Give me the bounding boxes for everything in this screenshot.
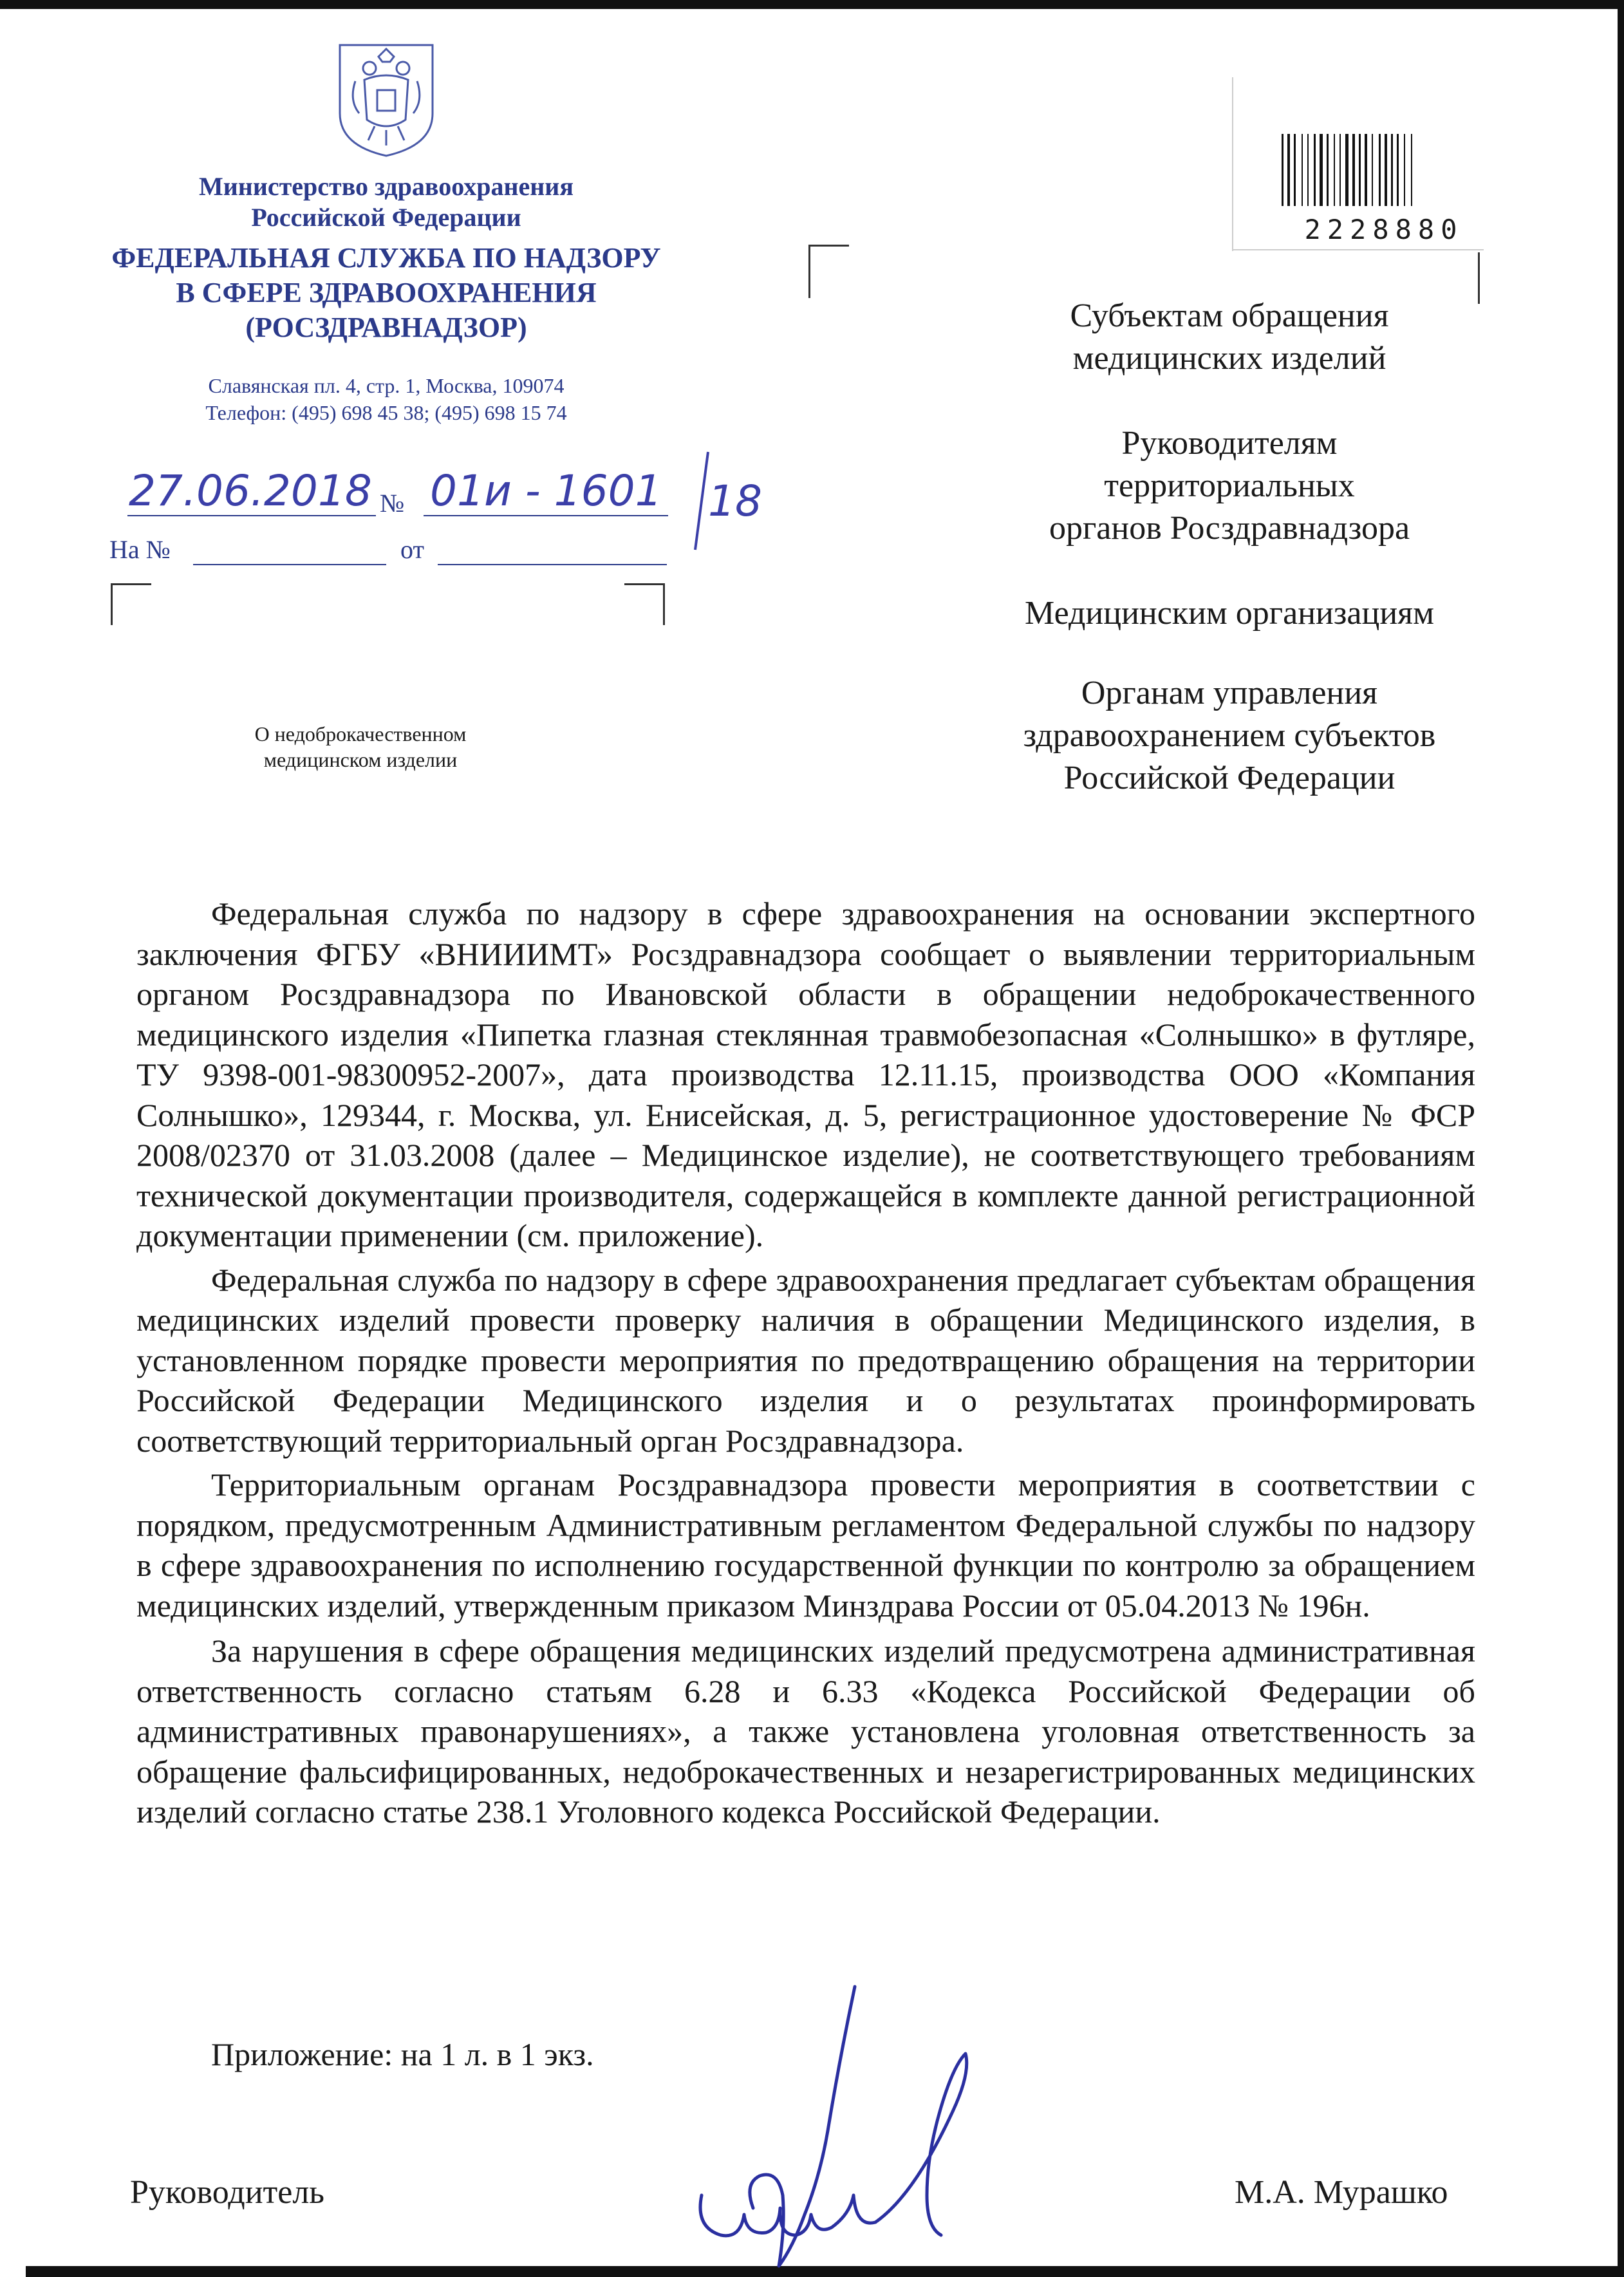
- barcode-bar: [1391, 134, 1393, 206]
- barcode-bar: [1339, 134, 1341, 206]
- from-label: от: [400, 535, 424, 564]
- barcode-bar: [1287, 134, 1290, 206]
- barcode-bar: [1397, 134, 1399, 206]
- letterhead: [97, 171, 676, 345]
- addressee-group: Субъектам обращения медицинских изделий: [1070, 297, 1389, 377]
- signature: [682, 1983, 978, 2272]
- barcode-bar: [1345, 134, 1349, 206]
- letterhead-address: Славянская пл. 4, стр. 1, Москва, 109074 Телефон: (495) 698 45 38; (495) 698 15 74: [205, 374, 567, 424]
- barcode-bar: [1282, 134, 1283, 206]
- barcode-number: 2228880: [1304, 214, 1464, 245]
- body-paragraph-2: Федеральная служба по надзору в сфере здравоохранения предлагает субъектам обращения медицинских изделий провести проверку наличия в обращении Медицинского изделия, в установленном порядке провести мероприятия по предотвращению обращения на территории Российской Федерации Медицинского изделия и о результатах проинформировать соответствующий территориальный орган Росздравнадзора.: [136, 1261, 1475, 1459]
- barcode-bar: [1294, 134, 1296, 206]
- letter-body: [136, 894, 1475, 1832]
- letter-subject: О недоброкачественном медицинском изделии: [254, 722, 467, 771]
- coat-of-arms-icon: [336, 42, 436, 158]
- ministry-name: Министерство здравоохранения Российской Федерации: [199, 172, 574, 232]
- scan-edge-top: [0, 0, 1624, 9]
- handwritten-number-suffix: 18: [708, 476, 762, 526]
- addressee-list: [888, 295, 1571, 842]
- barcode-bar: [1411, 134, 1412, 206]
- date-underline: [127, 515, 376, 516]
- service-name: ФЕДЕРАЛЬНАЯ СЛУЖБА ПО НАДЗОРУ В СФЕРЕ ЗДРАВООХРАНЕНИЯ (РОСЗДРАВНАДЗОР): [111, 242, 661, 343]
- reply-to-label: На №: [109, 535, 171, 564]
- addressee-group: Органам управления здравоохранением субъектов Российской Федерации: [1023, 675, 1436, 796]
- barcode-bar: [1302, 134, 1303, 206]
- barcode-bar: [1334, 134, 1335, 206]
- body-paragraph-3: Территориальным органам Росздравнадзора провести мероприятия в соответствии с порядком, предусмотренным Административным регламентом Федеральной службы по надзору в сфере здравоохранения по исполнению государственной функции по контролю за обращением медицинских изделий, утвержденным приказом Минздрава России от 05.04.2013 № 196н.: [136, 1466, 1475, 1624]
- attachment-note: Приложение: на 1 л. в 1 экз.: [211, 2036, 594, 2072]
- barcode-bar: [1327, 134, 1329, 206]
- barcode-bar: [1320, 134, 1323, 206]
- signer-position: Руководитель: [130, 2174, 324, 2211]
- from-line: [438, 564, 667, 565]
- number-sign: №: [380, 489, 405, 518]
- barcode-bar: [1404, 134, 1405, 206]
- corner-mark-top: [808, 245, 849, 298]
- signer-name: М.А. Мурашко: [1235, 2174, 1448, 2211]
- barcode-bar: [1352, 134, 1355, 206]
- barcode-bar: [1365, 134, 1367, 206]
- scan-edge-right: [1618, 0, 1624, 2277]
- corner-mark-subject-right: [624, 583, 665, 625]
- number-underline: [424, 515, 668, 516]
- handwritten-date: 27.06.2018: [129, 466, 372, 516]
- handwritten-number: 01и - 1601: [430, 466, 662, 516]
- barcode-bar: [1372, 134, 1373, 206]
- barcode-bar: [1307, 134, 1309, 206]
- barcode-bar: [1314, 134, 1316, 206]
- barcode-bar: [1359, 134, 1361, 206]
- body-paragraph-4: За нарушения в сфере обращения медицинских изделий предусмотрена административная ответственность согласно статьям 6.28 и 6.33 «Кодекса Российской Федерации об административных правонарушениях», а также установлена уголовная ответственность за обращение фальсифицированных, недоброкачественных и незарегистрированных медицинских изделий согласно статье 238.1 Уголовного кодекса Российской Федерации.: [136, 1633, 1475, 1830]
- body-paragraph-1: Федеральная служба по надзору в сфере здравоохранения на основании экспертного заключения ФГБУ «ВНИИИМТ» Росздравнадзора сообщает о выявлении территориальным органом Росздравнадзора по Ивановской области в обращении недоброкачественного медицинского изделия «Пипетка глазная стеклянная травмобезопасная «Солнышко» в футляре, ТУ 9398-001-98300952-2007», дата производства 12.11.15, производства ООО «Компания Солнышко», 129344, г. Москва, ул. Енисейская, д. 5, регистрационное удостоверение № ФСР 2008/02370 от 31.03.2008 (далее – Медицинское изделие), не соответствующего требованиям технической документации производителя, содержащейся в комплекте данной регистрационной документации применении (см. приложение).: [136, 895, 1475, 1253]
- barcode-bar: [1379, 134, 1381, 206]
- addressee-group: Руководителям территориальных органов Росздравнадзора: [1049, 425, 1410, 547]
- barcode-bar: [1385, 134, 1387, 206]
- reply-to-line: [193, 564, 386, 565]
- addressee-group: Медицинским организациям: [1025, 595, 1434, 632]
- corner-mark-subject-left: [111, 583, 151, 625]
